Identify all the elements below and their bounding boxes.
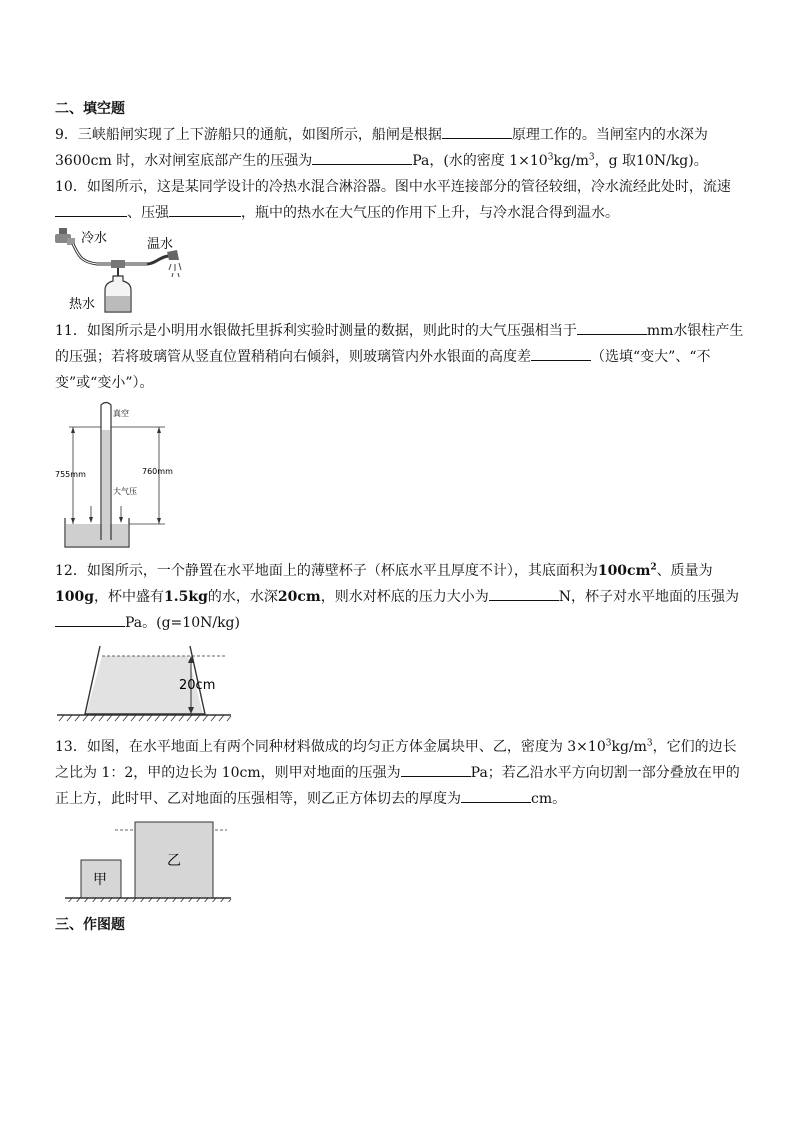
question-11-text-a: 如图所示是小明用水银做托里拆利实验时测量的数据，则此时的大气压强相当于: [86, 323, 577, 339]
cup-mass: 100g: [55, 589, 95, 605]
arrow-up-icon-2: [157, 427, 161, 433]
question-11-text-c: （选填“变大”、“不变”或“变小”）。: [55, 349, 711, 391]
water-mass: 1.5kg: [164, 589, 208, 605]
cubes-figure: [55, 818, 255, 902]
answer-blank-11-2[interactable]: [531, 344, 591, 361]
question-9-number: 9．: [55, 127, 78, 143]
arrow-down-icon: [71, 518, 75, 524]
answer-blank-12-2[interactable]: [55, 610, 125, 627]
answer-blank-9-1[interactable]: [442, 122, 512, 139]
water-spray: [169, 263, 181, 277]
question-10: [55, 174, 745, 226]
faucet-handle: [59, 228, 67, 234]
question-12-text-b: 、质量为: [656, 563, 713, 579]
water-depth: 20cm: [277, 589, 321, 605]
question-13-sup-1: 3: [605, 738, 612, 749]
question-13: [55, 734, 745, 812]
question-12-text-d: 的水，水深: [207, 589, 278, 605]
worksheet-page: [55, 96, 745, 938]
depth-label: 20cm: [179, 678, 216, 693]
height-760-label: 760mm: [142, 467, 173, 476]
vacuum-label: 真空: [113, 409, 129, 418]
warm-water-label: 温水: [147, 237, 174, 252]
arrow-down-icon-3: [89, 517, 93, 523]
question-11-text-b: mm水银柱产生的压强；若将玻璃管从竖直位置稍稍向右倾斜，则玻璃管内外水银面的高度差: [55, 323, 744, 365]
pipe-connector: [111, 260, 125, 268]
question-12-text-e: ，则水对杯底的压力大小为: [320, 589, 489, 605]
section-3-title: 三、作图题: [55, 917, 125, 933]
question-9-text-c: Pa，(水的密度 1×10: [412, 153, 548, 169]
answer-blank-13-2[interactable]: [461, 786, 531, 803]
cube-yi-label: 乙: [167, 853, 181, 869]
answer-blank-13-1[interactable]: [401, 760, 471, 777]
question-9-sup-2: 3: [588, 152, 595, 163]
question-10-text-b: 、压强: [127, 205, 169, 221]
cold-water-label: 冷水: [81, 231, 108, 246]
torricelli-figure: [55, 400, 195, 550]
question-13-text-a: 如图，在水平地面上有两个同种材料做成的均匀正方体金属块甲、乙，密度为 3×10: [86, 739, 606, 755]
question-12-text-g: Pa。(g=10N/kg): [125, 615, 240, 631]
question-13-text-c: ，它们的边长之比为 1：2，甲的边长为 10cm，则甲对地面的压强为: [55, 739, 737, 781]
arrow-up-icon: [71, 427, 75, 433]
hot-water-level: [106, 296, 130, 311]
question-9-text-b: 原理工作的。当闸室内的水深为 3600cm 时，水对闸室底部产生的压强为: [55, 127, 708, 169]
cup-area: 100cm: [597, 563, 651, 579]
question-12-text-f: N，杯子对水平地面的压强为: [558, 589, 739, 605]
answer-blank-10-1[interactable]: [55, 200, 127, 217]
question-10-text-c: ，瓶中的热水在大气压的作用下上升，与冷水混合得到温水。: [241, 205, 619, 221]
question-10-number: 10．: [55, 179, 87, 195]
answer-blank-10-2[interactable]: [169, 200, 241, 217]
question-9-text-d: kg/m: [553, 153, 589, 169]
question-13-text-e: cm。: [531, 791, 567, 807]
cup-figure: [55, 642, 235, 726]
question-9-text-e: ，g 取10N/kg)。: [594, 153, 708, 169]
cold-pipe: [73, 244, 147, 264]
answer-blank-9-2[interactable]: [312, 148, 412, 165]
question-9-sup-1: 3: [547, 152, 554, 163]
question-13-text-d: Pa；若乙沿水平方向切割一部分叠放在甲的正上方，此时甲、乙对地面的压强相等，则乙正方体切去的厚度为: [55, 765, 740, 807]
question-12-text-c: ，杯中盛有: [94, 589, 165, 605]
warm-pipe: [147, 256, 169, 264]
hot-water-label: 热水: [69, 297, 96, 312]
arrow-down-icon-2: [157, 518, 161, 524]
atmosphere-label: 大气压: [113, 487, 137, 496]
question-9-text-a: 三峡船闸实现了上下游船只的通航，如图所示，船闸是根据: [77, 127, 442, 143]
shower-mixer-figure: [51, 226, 191, 314]
answer-blank-11-1[interactable]: [577, 318, 647, 335]
question-9: [55, 122, 745, 174]
question-12-text-a: 如图所示，一个静置在水平地面上的薄壁杯子（杯底水平且厚度不计），其底面积为: [86, 563, 598, 579]
arrow-down-icon-4: [119, 517, 123, 523]
question-11: [55, 318, 745, 396]
tube-mercury-column: [102, 430, 110, 540]
question-11-number: 11．: [55, 323, 87, 339]
question-13-sup-2: 3: [646, 738, 653, 749]
question-13-text-b: kg/m: [611, 739, 647, 755]
question-12-number: 12．: [55, 563, 87, 579]
basin-mercury: [66, 524, 128, 546]
question-13-number: 13．: [55, 739, 87, 755]
question-10-text-a: 如图所示，这是某同学设计的冷热水混合淋浴器。图中水平连接部分的管径较细，冷水流经此处时，流速: [86, 179, 731, 195]
cup-area-sup: 2: [650, 562, 657, 573]
answer-blank-12-1[interactable]: [489, 584, 559, 601]
height-755-label: 755mm: [55, 470, 86, 479]
question-12: [55, 558, 745, 636]
cube-jia-label: 甲: [93, 872, 107, 888]
section-2-title: 二、填空题: [55, 101, 125, 117]
